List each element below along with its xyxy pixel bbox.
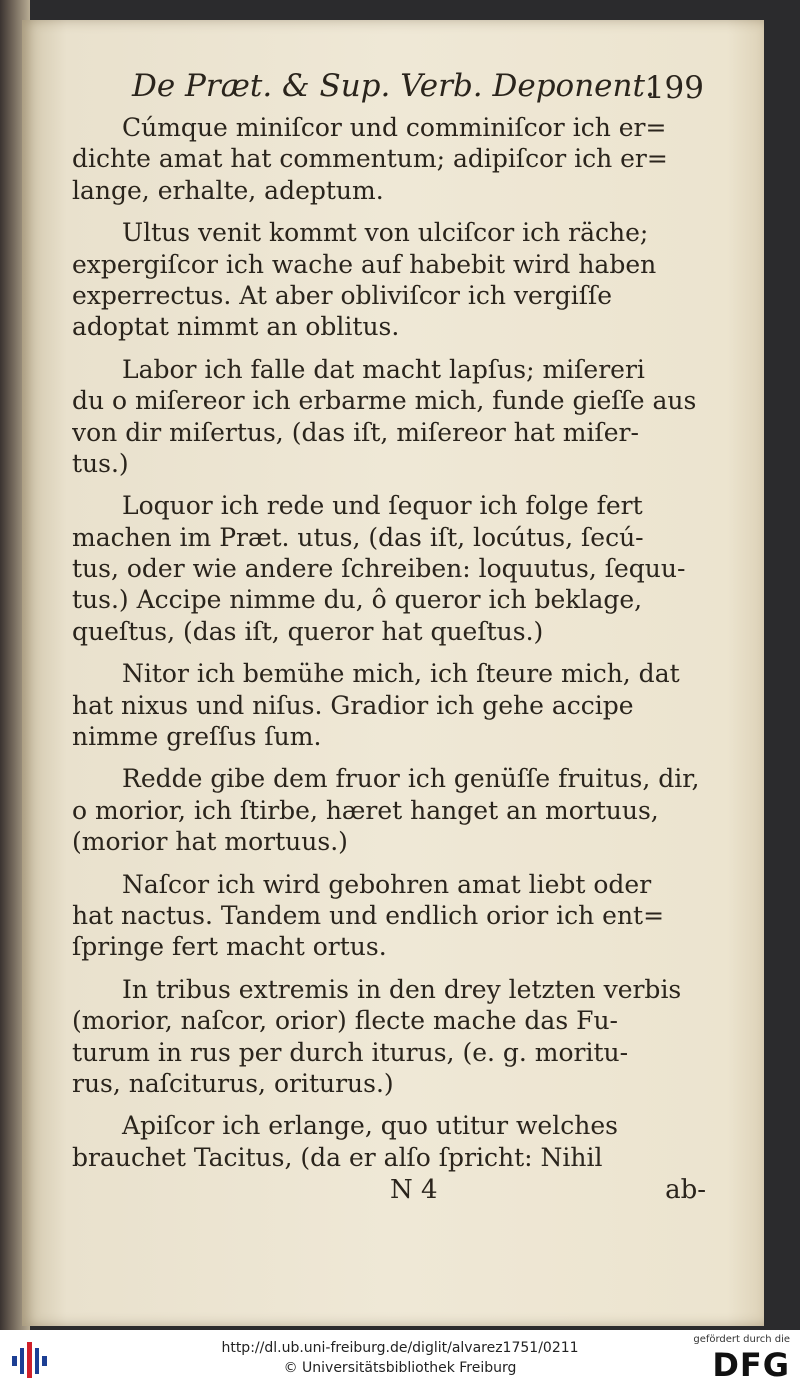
text-line: Apiſcor ich erlange, quo utitur welches [122, 1111, 618, 1141]
text-line: ſpringe fert macht ortus. [72, 932, 387, 962]
signature-mark: N 4 [390, 1175, 438, 1206]
text-line: hat nixus und niſus. Gradior ich gehe accipe [72, 690, 634, 720]
text-block [72, 68, 712, 1215]
text-line: (morior, naſcor, orior) flecte mache das Fu- [72, 1006, 619, 1036]
text-line: Redde gibe dem fruor ich genüſſe fruitus, dir, [122, 764, 700, 794]
paragraph-7 [72, 869, 712, 963]
text-line: machen im Præt. utus, (das iſt, locútus, ſecú- [72, 522, 644, 552]
text-line: hat nactus. Tandem und endlich orior ich ent= [72, 900, 665, 930]
text-line: Cúmque miniſcor und comminiſcor ich er= [122, 113, 667, 142]
text-line: o morior, ich ſtirbe, hæret hanget an mortuus, [72, 795, 659, 825]
paragraph-1 [72, 112, 712, 206]
text-line: von dir miſertus, (das iſt, miſereor hat miſer- [72, 417, 639, 447]
text-line: turum in rus per durch iturus, (e. g. moritu- [72, 1037, 629, 1067]
copyright-notice: © Universitätsbibliothek Freiburg [283, 1360, 517, 1376]
text-line: Labor ich falle dat macht lapſus; miſereri [122, 354, 645, 384]
funding-note: gefördert durch die [693, 1334, 790, 1345]
text-line: Ultus venit kommt von ulciſcor ich räche; [122, 218, 649, 248]
text-line: Loquor ich rede und ſequor ich folge fert [122, 491, 643, 521]
text-line: Nitor ich bemühe mich, ich ſteure mich, dat [122, 659, 680, 689]
text-line: tus.) Accipe nimme du, ô queror ich beklage, [72, 585, 643, 615]
text-line: nimme greſſus ſum. [72, 722, 322, 752]
text-line: rus, naſciturus, oriturus.) [72, 1068, 394, 1098]
text-line: tus, oder wie andere ſchreiben: loquutus, ſequu- [72, 554, 686, 584]
text-line: expergiſcor ich wache auf habebit wird haben [72, 249, 657, 279]
text-line: du o miſereor ich erbarme mich, funde gieſſe aus [72, 386, 697, 416]
running-head [72, 68, 712, 112]
paragraph-2 [72, 217, 712, 343]
paragraph-6 [72, 763, 712, 857]
paragraph-5 [72, 658, 712, 752]
text-line: lange, erhalte, adeptum. [72, 175, 384, 205]
paragraph-4 [72, 490, 712, 647]
dfg-logo: DFG [712, 1346, 790, 1384]
paragraph-9 [72, 1110, 712, 1173]
text-line: adoptat nimmt an oblitus. [72, 312, 400, 342]
text-line: Naſcor ich wird gebohren amat liebt oder [122, 869, 652, 899]
text-line: experrectus. At aber obliviſcor ich vergiſſe [72, 280, 613, 310]
paragraph-3 [72, 354, 712, 480]
text-line: In tribus extremis in den drey letzten verbis [122, 974, 682, 1004]
page-footer [72, 1175, 712, 1215]
paragraph-8 [72, 974, 712, 1100]
text-line: tus.) [72, 448, 129, 478]
permalink-url[interactable]: http://dl.ub.uni-freiburg.de/diglit/alvarez1751/0211 [221, 1340, 579, 1356]
book-page [22, 20, 764, 1326]
text-line: brauchet Tacitus, (da er alſo ſpricht: Nihil [72, 1142, 603, 1172]
page-number: 199 [644, 70, 704, 106]
viewer-footer-bar [0, 1330, 800, 1389]
running-head-title: De Præt. & Sup. Verb. Deponent. [132, 68, 655, 104]
text-line: dichte amat hat commentum; adipiſcor ich er= [72, 144, 668, 174]
text-line: queſtus, (das iſt, queror hat queſtus.) [72, 616, 544, 646]
text-line: (morior hat mortuus.) [72, 827, 348, 857]
catchword: ab- [665, 1175, 706, 1206]
